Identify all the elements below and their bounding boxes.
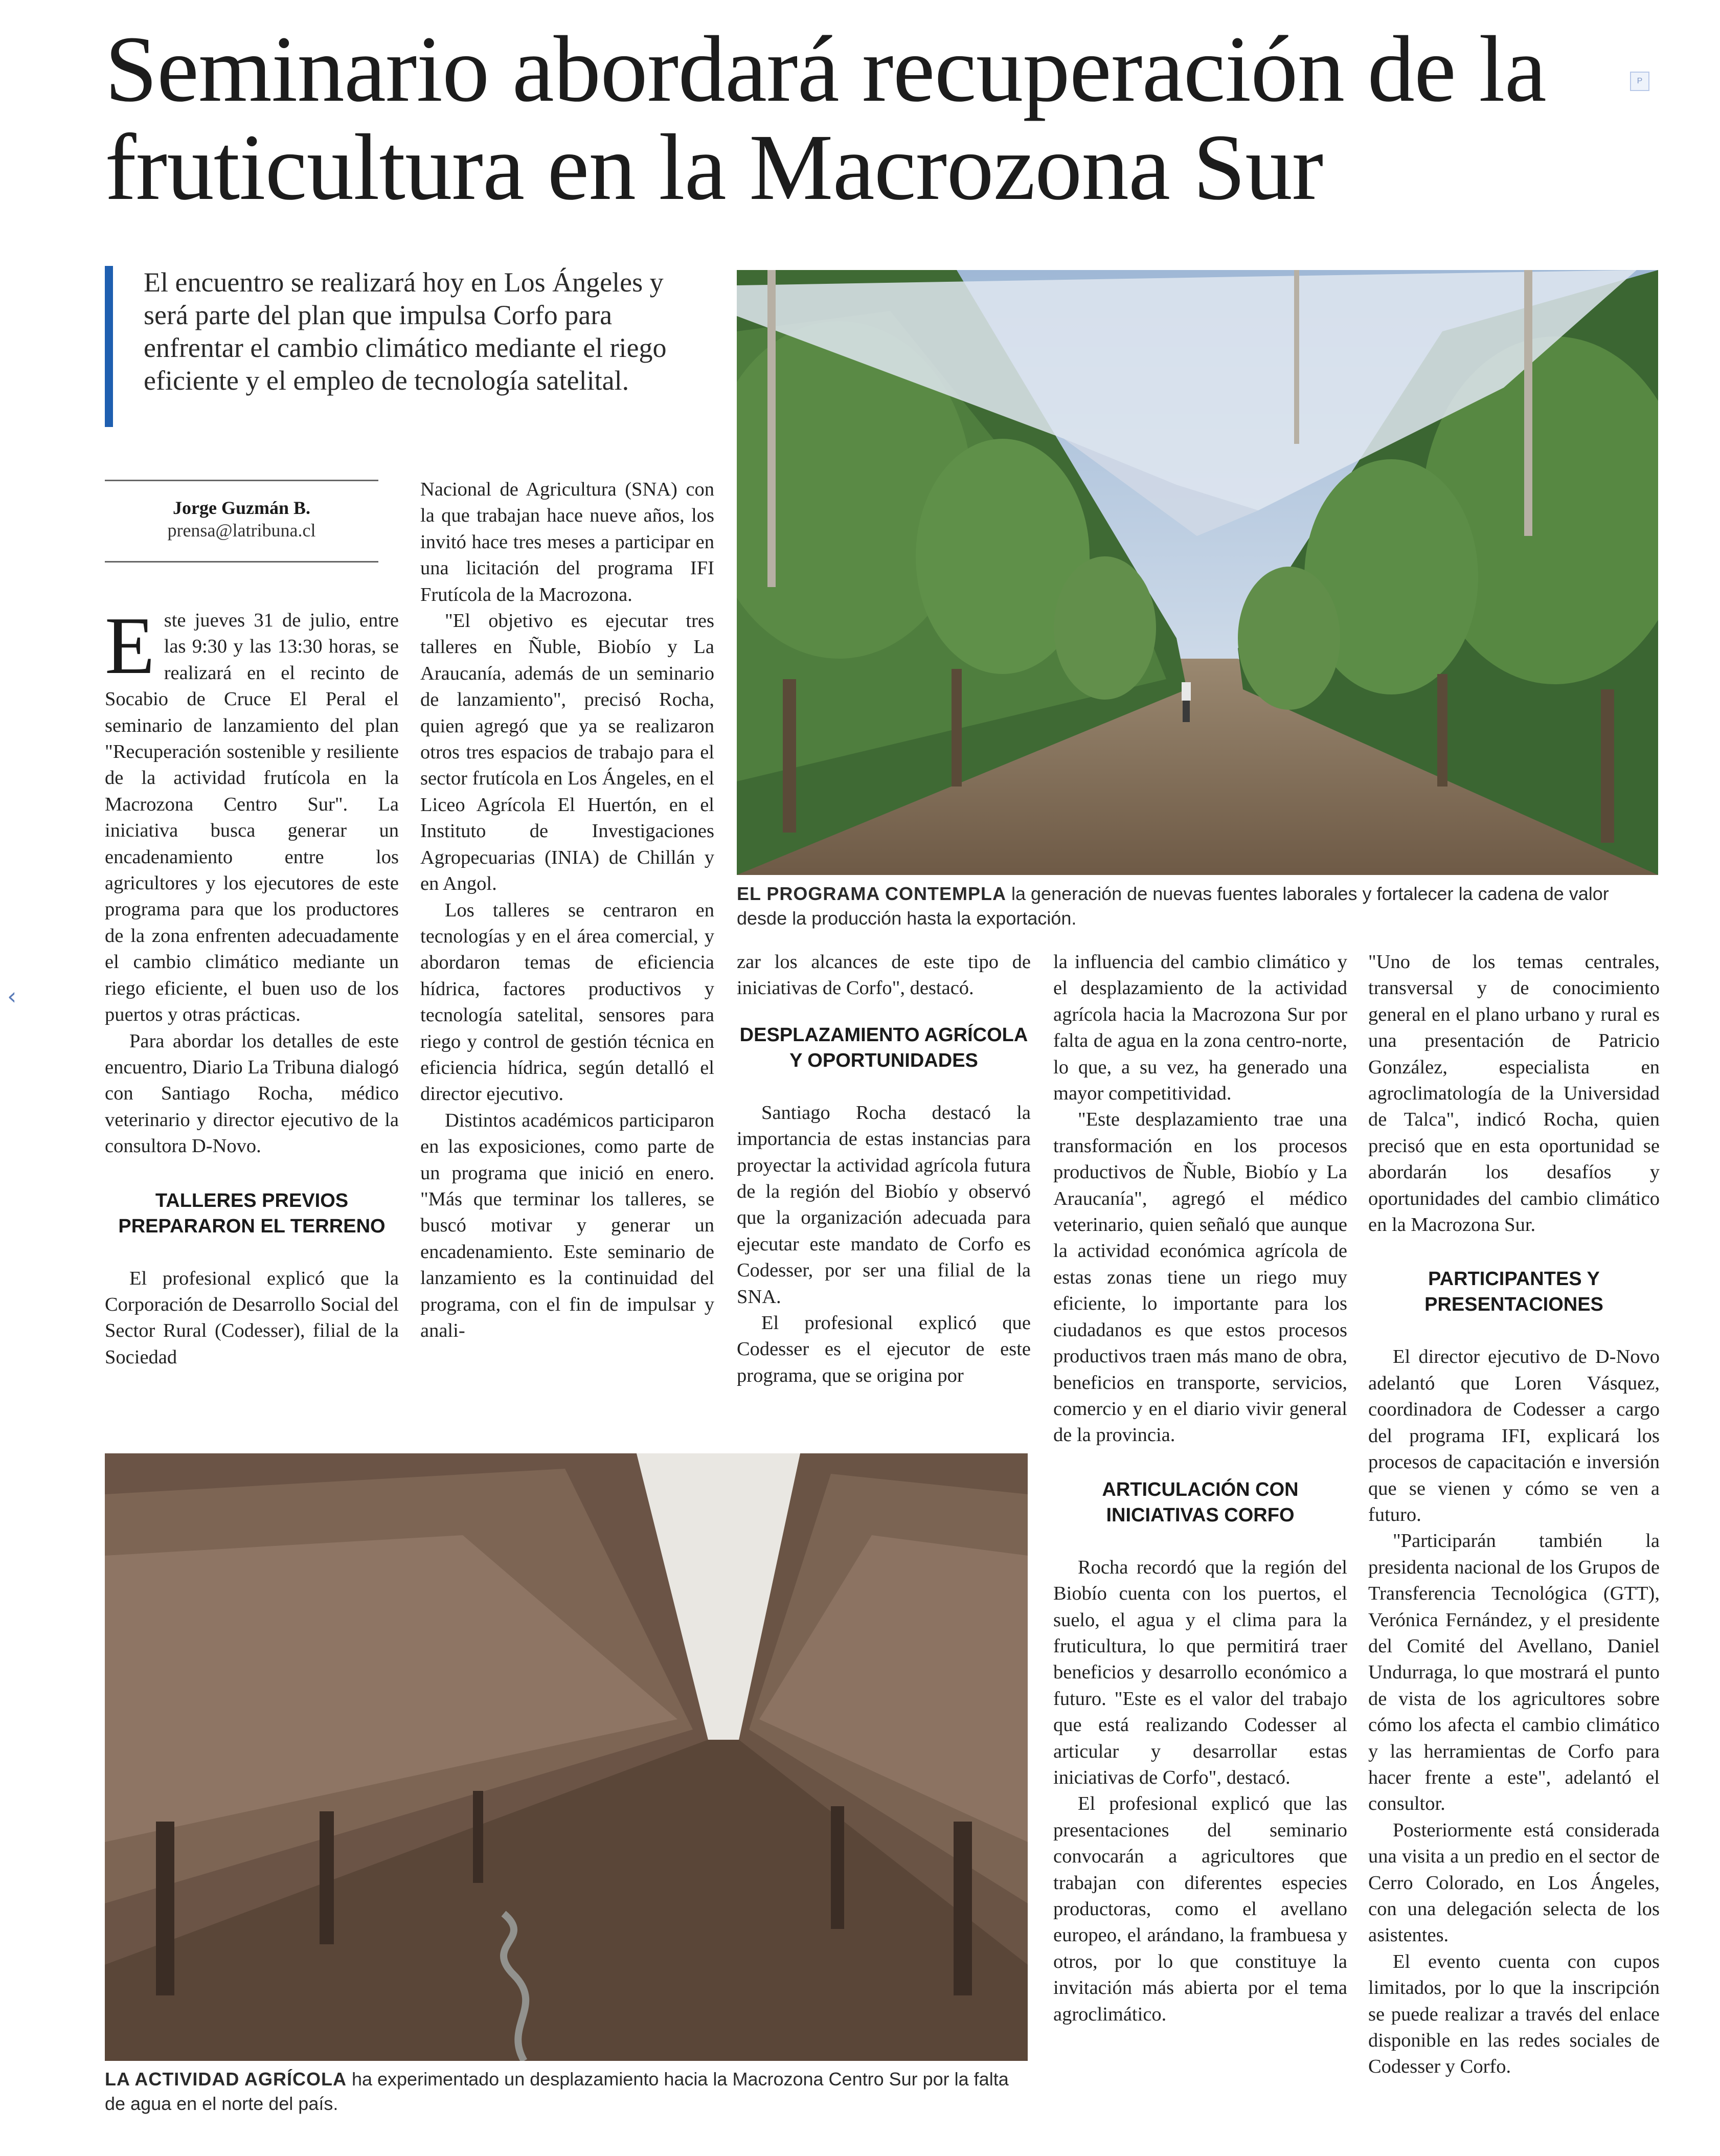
page-marker-icon: P — [1630, 72, 1649, 91]
paragraph: El profesional explicó que la Corporación de Desarrollo Social del Sector Rural (Codesser), filial de la Sociedad — [105, 1267, 399, 1368]
paragraph: Este jueves 31 de julio, entre las 9:30 y las 13:30 horas, se realizará en el recinto de Socabio de Cruce El Peral el seminario de lanzamiento del plan "Recuperación sostenible y resiliente de la actividad frutícola en la Macrozona Centro Sur". La iniciativa busca generar un encadenamiento entre los agricultores y los ejecutores de este programa para que los productores de la zona enfrenten adecuadamente el cambio climático mediante un riego eficiente, el buen uso de los puertos y otras prácticas. — [105, 600, 399, 1026]
photo-bottom-caption — [105, 2067, 1028, 2116]
article-column-1 — [105, 600, 399, 1371]
paragraph: Rocha recordó que la región del Biobío cuenta con los puertos, el suelo, el agua y el clima para la fruticultura, lo que permitirá traer beneficios y desarrollo económico a futuro. "Este es el valor del trabajo que está realizando Codesser al articular y desarrollar estas iniciativas de Corfo", destacó. — [1053, 1556, 1347, 1788]
paragraph: El director ejecutivo de D-Novo adelantó que Loren Vásquez, coordinadora de Codesser a cargo del programa IFI, explicará los procesos de capacitación e inversión que se vienen y cómo se ven a futuro. — [1368, 1346, 1660, 1525]
article-column-4 — [1053, 949, 1347, 2028]
paragraph: El profesional explicó que Codesser es el ejecutor de este programa, que se origina por — [737, 1312, 1031, 1386]
caption-text: ha experimentado un desplazamiento hacia la Macrozona Centro Sur por la falta de agua en el norte del país. — [105, 2069, 1009, 2114]
lead-paragraph: El encuentro se realizará hoy en Los Ángeles y será parte del plan que impulsa Corfo para enfrentar el cambio climático mediante el riego eficiente y el empleo de tecnología satelital. — [105, 266, 698, 427]
orchard-image — [105, 1453, 1028, 2061]
paragraph: El evento cuenta con cupos limitados, por lo que la inscripción se puede realizar a través del enlace disponible en las redes sociales de Codesser y Corfo. — [1368, 1950, 1660, 2078]
paragraph: "El objetivo es ejecutar tres talleres en Ñuble, Biobío y La Araucanía, además de un seminario de lanzamiento", precisó Rocha, quien agregó que ya se realizaron otros tres espacios de trabajo para el sector frutícola en Los Ángeles, en el Liceo Agrícola El Huertón, en el Instituto de Investigaciones Agropecuarias (INIA) de Chillán y en Angol. — [420, 610, 714, 895]
orchard-image — [737, 270, 1658, 875]
author-name: Jorge Guzmán B. — [173, 498, 310, 518]
paragraph: Los talleres se centraron en tecnologías y en el área comercial, y abordaron temas de eficiencia hídrica, factores productivos y tecnología satelital, sensores para riego y control de gestión técnica en eficiencia hídrica, según detalló el director ejecutivo. — [420, 899, 714, 1105]
paragraph: "Este desplazamiento trae una transformación en los procesos productivos de Ñuble, Biobío y La Araucanía", agregó el médico veterinario, quien señaló que aunque la actividad económica agrícola de estas zonas tiene un riego muy eficiente, lo importante para los ciudadanos es que estos procesos productivos traen más mano de obra, beneficios en transporte, servicios, comercio y en el diario vivir general de la provincia. — [1053, 1109, 1347, 1446]
author-email: prensa@latribuna.cl — [167, 520, 316, 541]
article-column-2 — [420, 477, 714, 1344]
paragraph: Para abordar los detalles de este encuentro, Diario La Tribuna dialogó con Santiago Rocha, médico veterinario y director ejecutivo de la consultora D-Novo. — [105, 1030, 399, 1157]
paragraph: El profesional explicó que las presentaciones del seminario convocarán a agricultores que trabajan con diferentes especies productoras, como el avellano europeo, el arándano, la frambuesa y otros, por lo que constituye la invitación más abierta por el tema agroclimático. — [1053, 1793, 1347, 2025]
headline: Seminario abordará recuperación de la fruticultura en la Macrozona Sur — [105, 17, 1546, 220]
paragraph: Distintos académicos participaron en las exposiciones, como parte de un programa que inició en enero. "Más que terminar los talleres, se buscó motivar y generar un encadenamiento. Este seminario de lanzamiento es la continuidad del programa, con el fin de impulsar y anali- — [420, 1109, 714, 1341]
paragraph: zar los alcances de este tipo de iniciativas de Corfo", destacó. — [737, 951, 1031, 999]
caption-lead: EL PROGRAMA CONTEMPLA — [737, 883, 1007, 904]
paragraph: "Uno de los temas centrales, transversal y de conocimiento general en el plano urbano y rural es una presentación de Patricio González, especialista en agroclimatología de la Universidad de Talca", indicó Rocha, quien precisó que en esta oportunidad se abordarán los desafíos y oportunidades del cambio climático en la Macrozona Sur. — [1368, 951, 1660, 1236]
paragraph: Nacional de Agricultura (SNA) con la que trabajan hace nueve años, los invitó hace tres meses a participar en una licitación del programa IFI Frutícola de la Macrozona. — [420, 479, 714, 605]
paragraph: Posteriormente está considerada una visita a un predio en el sector de Cerro Colorado, en Los Ángeles, con una delegación selecta de los asistentes. — [1368, 1819, 1660, 1946]
photo-netted-orchard — [737, 270, 1658, 875]
article-column-5 — [1368, 949, 1660, 2080]
photo-top-caption — [737, 882, 1658, 931]
caption-lead: LA ACTIVIDAD AGRÍCOLA — [105, 2069, 347, 2090]
paragraph: la influencia del cambio climático y el desplazamiento de la actividad agrícola hacia la Macrozona Sur por falta de agua en la zona centro-norte, lo que, a su vez, ha generado una mayor competitividad. — [1053, 951, 1347, 1105]
section-subhead: DESPLAZAMIENTO AGRÍCOLA Y OPORTUNIDADES — [739, 1024, 1028, 1071]
chevron-left-icon[interactable]: ‹ — [7, 982, 17, 1010]
section-subhead: ARTICULACIÓN CON INICIATIVAS CORFO — [1102, 1478, 1299, 1526]
section-subhead: PARTICIPANTES Y PRESENTACIONES — [1424, 1268, 1603, 1316]
paragraph: "Participarán también la presidenta nacional de los Grupos de Transferencia Tecnológica (GTT), Verónica Fernández, y el presidente del Comité del Avellano, Daniel Undurraga, lo que mostrará el punto de vista de los agricultores sobre cómo los afecta el cambio climático y las herramientas de Corfo para hacer frente a este", adelantó el consultor. — [1368, 1530, 1660, 1815]
paragraph: Santiago Rocha destacó la importancia de estas instancias para proyectar la actividad agrícola futura de la región del Biobío y observó que la organización adecuada para ejecutar este mandato de Corfo es Codesser, por ser una filial de la SNA. — [737, 1102, 1031, 1308]
caption-text: la generación de nuevas fuentes laborales y fortalecer la cadena de valor desde la producción hasta la exportación. — [737, 883, 1609, 929]
section-subhead: TALLERES PREVIOS PREPARARON EL TERRENO — [118, 1189, 386, 1237]
article-column-3 — [737, 949, 1031, 1389]
byline — [105, 480, 378, 563]
drop-cap: E — [105, 600, 155, 691]
photo-bare-orchard — [105, 1453, 1028, 2061]
